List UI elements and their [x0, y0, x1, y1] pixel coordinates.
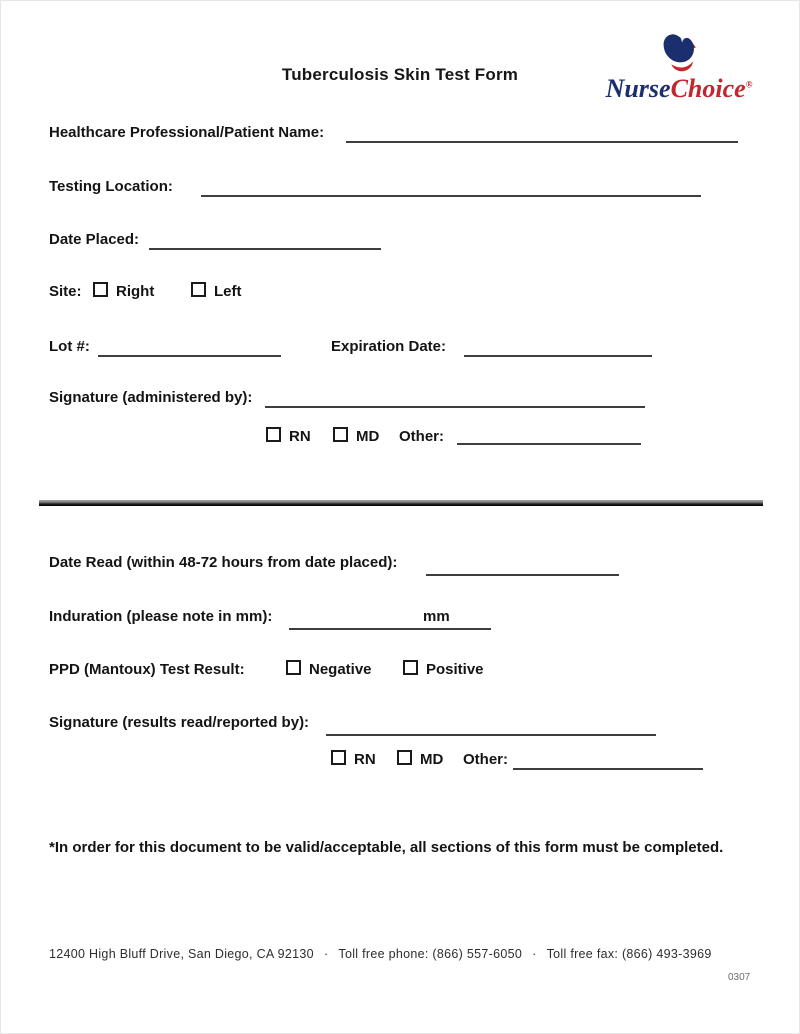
induration-unit-label: mm: [423, 608, 450, 625]
registered-trademark-symbol: ®: [745, 79, 753, 90]
expiration-date-field[interactable]: [464, 341, 652, 357]
site-label: Site:: [49, 283, 82, 300]
administered-rn-label: RN: [289, 428, 311, 445]
name-field[interactable]: [346, 127, 738, 143]
results-rn-label: RN: [354, 751, 376, 768]
results-rn-checkbox[interactable]: [331, 750, 346, 765]
administered-md-checkbox[interactable]: [333, 427, 348, 442]
ppd-result-label: PPD (Mantoux) Test Result:: [49, 661, 245, 678]
induration-field[interactable]: [289, 614, 491, 630]
results-other-label: Other:: [463, 751, 508, 768]
administered-md-label: MD: [356, 428, 380, 445]
expiration-date-label: Expiration Date:: [331, 338, 447, 355]
results-md-label: MD: [420, 751, 444, 768]
lot-number-label: Lot #:: [49, 338, 90, 355]
page-title: Tuberculosis Skin Test Form: [281, 65, 519, 84]
administered-other-field[interactable]: [457, 429, 641, 445]
result-positive-checkbox[interactable]: [403, 660, 418, 675]
signature-results-label: Signature (results read/reported by):: [49, 714, 310, 731]
footer-phone: Toll free phone: (866) 557-6050: [338, 947, 523, 961]
induration-label: Induration (please note in mm):: [49, 608, 273, 625]
footer-separator: ·: [323, 947, 329, 961]
date-read-field[interactable]: [426, 560, 619, 576]
brand-name: [599, 76, 759, 102]
section-divider: [39, 500, 763, 506]
footer-separator: ·: [532, 947, 537, 961]
site-left-checkbox[interactable]: [191, 282, 206, 297]
brand-name-part1: Nurse: [605, 74, 671, 103]
administered-rn-checkbox[interactable]: [266, 427, 281, 442]
site-left-label: Left: [214, 283, 242, 300]
form-code: 0307: [728, 972, 751, 983]
administered-other-label: Other:: [399, 428, 444, 445]
date-placed-label: Date Placed:: [49, 231, 140, 248]
result-negative-checkbox[interactable]: [286, 660, 301, 675]
footer-fax: Toll free fax: (866) 493-3969: [546, 947, 712, 961]
result-positive-label: Positive: [426, 661, 484, 678]
lot-number-field[interactable]: [98, 341, 281, 357]
signature-administered-label: Signature (administered by):: [49, 389, 253, 406]
signature-results-field[interactable]: [326, 720, 656, 736]
signature-administered-field[interactable]: [265, 392, 645, 408]
validity-note: *In order for this document to be valid/acceptable, all sections of this form must be completed.: [49, 839, 724, 856]
footer-address: 12400 High Bluff Drive, San Diego, CA 92130: [49, 947, 314, 961]
site-right-label: Right: [116, 283, 155, 300]
date-placed-field[interactable]: [149, 234, 381, 250]
testing-location-label: Testing Location:: [49, 178, 173, 195]
results-md-checkbox[interactable]: [397, 750, 412, 765]
site-right-checkbox[interactable]: [93, 282, 108, 297]
testing-location-field[interactable]: [201, 181, 701, 197]
footer-contact-line: [49, 947, 712, 961]
result-negative-label: Negative: [309, 661, 372, 678]
nursechoice-bird-icon: [655, 29, 703, 75]
date-read-label: Date Read (within 48-72 hours from date placed):: [49, 554, 398, 571]
brand-name-part2: Choice: [670, 74, 746, 103]
brand-logo: [599, 29, 759, 102]
name-label: Healthcare Professional/Patient Name:: [49, 124, 325, 141]
results-other-field[interactable]: [513, 754, 703, 770]
